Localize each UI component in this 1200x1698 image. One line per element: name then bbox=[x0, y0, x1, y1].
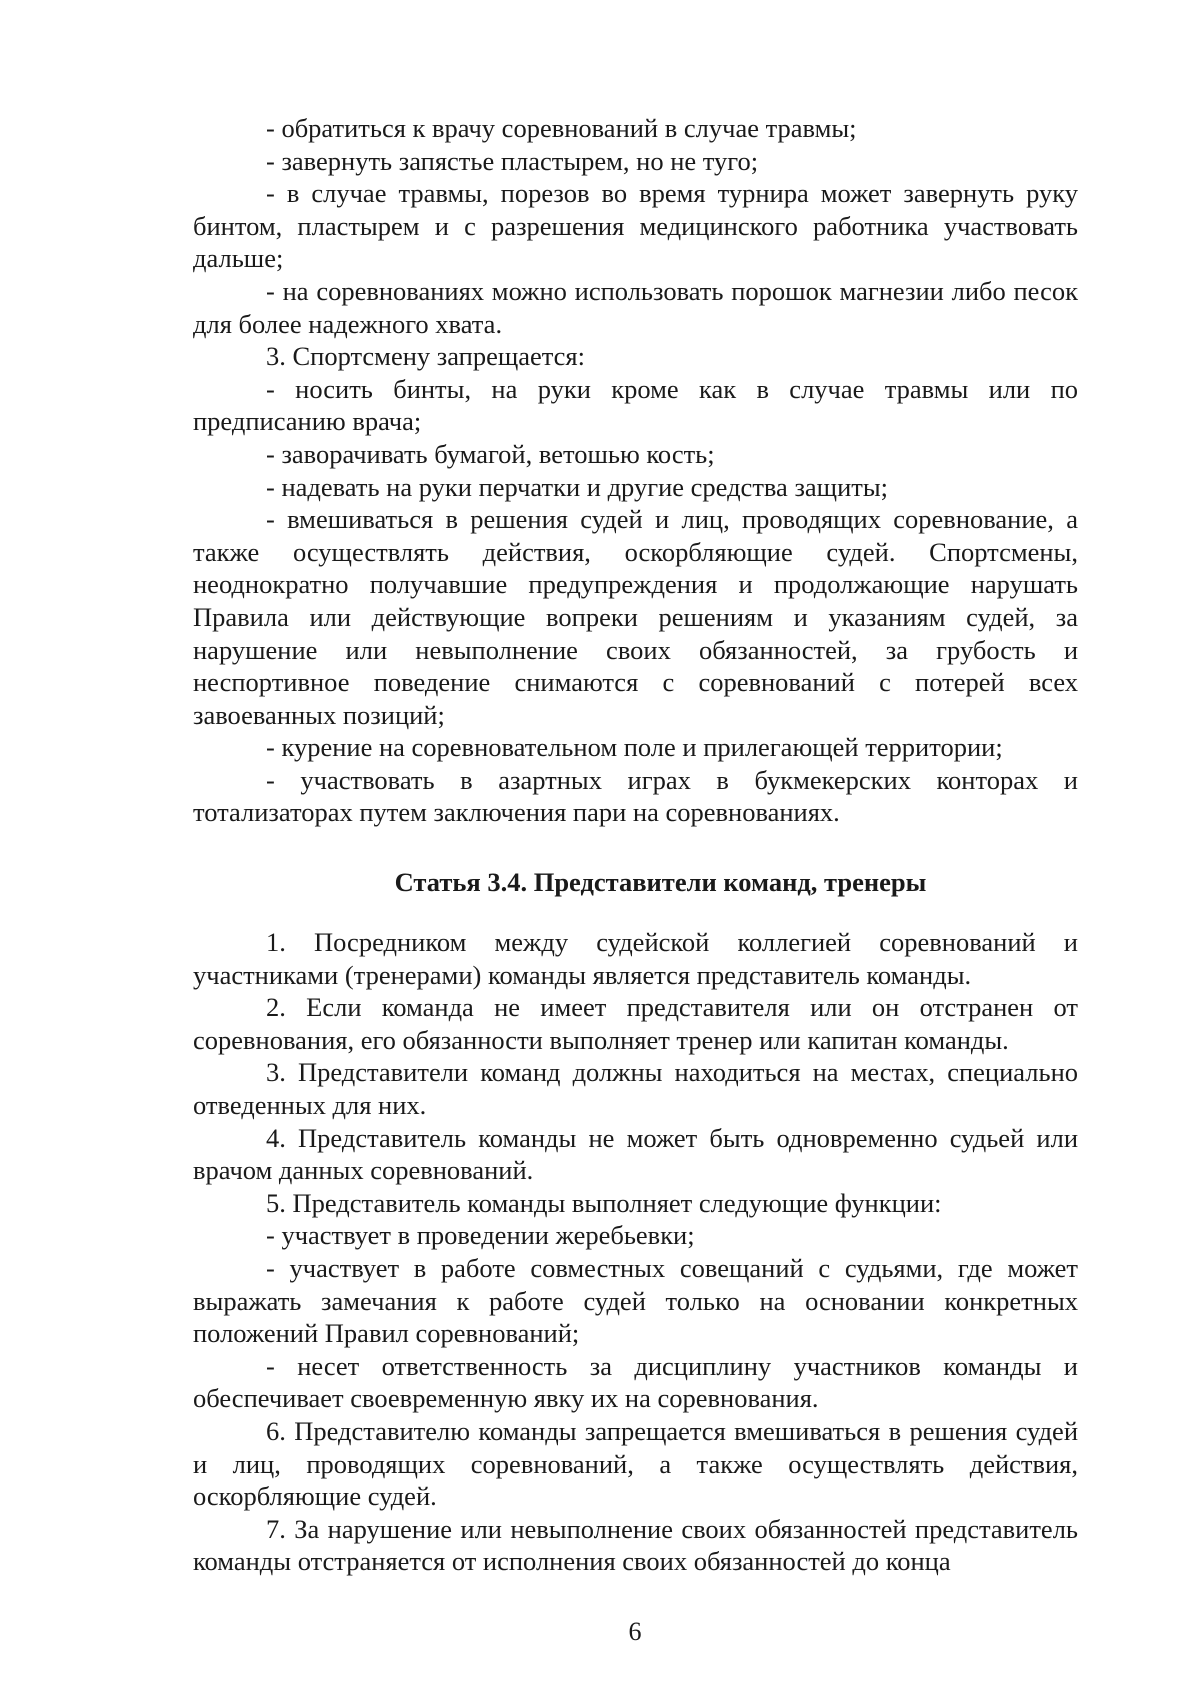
paragraph: 3. Спортсмену запрещается: bbox=[266, 341, 585, 372]
paragraph: - в случае травмы, порезов во время турнира может завернуть руку бинтом, пластырем и с разрешения медицинского работника участвовать дальше; bbox=[193, 178, 1078, 274]
text-block-top bbox=[193, 112, 1078, 829]
page-number: 6 bbox=[628, 1617, 642, 1646]
paragraph: - участвует в работе совместных совещаний с судьями, где может выражать замечания к работе судей только на основании конкретных положений Правил соревнований; bbox=[193, 1253, 1078, 1349]
text-block-bottom bbox=[193, 926, 1078, 1578]
paragraph: - носить бинты, на руки кроме как в случае травмы или по предписанию врача; bbox=[193, 373, 1078, 437]
paragraph: 1. Посредником между судейской коллегией соревнований и участниками (тренерами) команды является представитель команды. bbox=[193, 927, 1078, 990]
paragraph: - участвовать в азартных играх в букмекерских конторах и тотализаторах путем заключения пари на соревнованиях. bbox=[193, 764, 1078, 828]
paragraph: - на соревнованиях можно использовать порошок магнезии либо песок для более надежного хвата. bbox=[193, 275, 1078, 339]
paragraph: - обратиться к врачу соревнований в случае травмы; bbox=[266, 113, 857, 143]
paragraph: - вмешиваться в решения судей и лиц, проводящих соревнование, а также осуществлять действия, оскорбляющие судей. Спортсмены, неоднократно получавшие предупреждения и продолжающие нарушать Правила или действующие вопреки решениям и указаниям судей, за нарушение или невыполнение своих обязанностей, за грубость и неспортивное поведение снимаются с соревнований с потерей всех завоеванных позиций; bbox=[193, 504, 1078, 730]
paragraph: - курение на соревновательном поле и прилегающей территории; bbox=[266, 732, 1003, 763]
paragraph: 3. Представители команд должны находиться на местах, специально отведенных для них. bbox=[193, 1057, 1078, 1121]
paragraph: 4. Представитель команды не может быть одновременно судьей или врачом данных соревнований. bbox=[193, 1122, 1078, 1186]
paragraph: - надевать на руки перчатки и другие средства защиты; bbox=[266, 471, 889, 502]
paragraph: - заворачивать бумагой, ветошью кость; bbox=[266, 438, 715, 469]
paragraph: 7. За нарушение или невыполнение своих обязанностей представитель команды отстраняется от исполнения своих обязанностей до конца bbox=[193, 1513, 1078, 1577]
paragraph: - участвует в проведении жеребьевки; bbox=[266, 1220, 695, 1251]
paragraph: - несет ответственность за дисциплину участников команды и обеспечивает своевременную явку их на соревнования. bbox=[193, 1350, 1078, 1414]
paragraph: 2. Если команда не имеет представителя или он отстранен от соревнования, его обязанности выполняет тренер или капитан команды. bbox=[193, 992, 1078, 1055]
paragraph: - завернуть запястье пластырем, но не туго; bbox=[266, 145, 759, 176]
paragraph: 5. Представитель команды выполняет следующие функции: bbox=[266, 1187, 942, 1218]
paragraph: 6. Представителю команды запрещается вмешиваться в решения судей и лиц, проводящих соревнований, а также осуществлять действия, оскорбляющие судей. bbox=[193, 1415, 1078, 1512]
section-heading: Статья 3.4. Представители команд, тренеры bbox=[394, 867, 927, 898]
